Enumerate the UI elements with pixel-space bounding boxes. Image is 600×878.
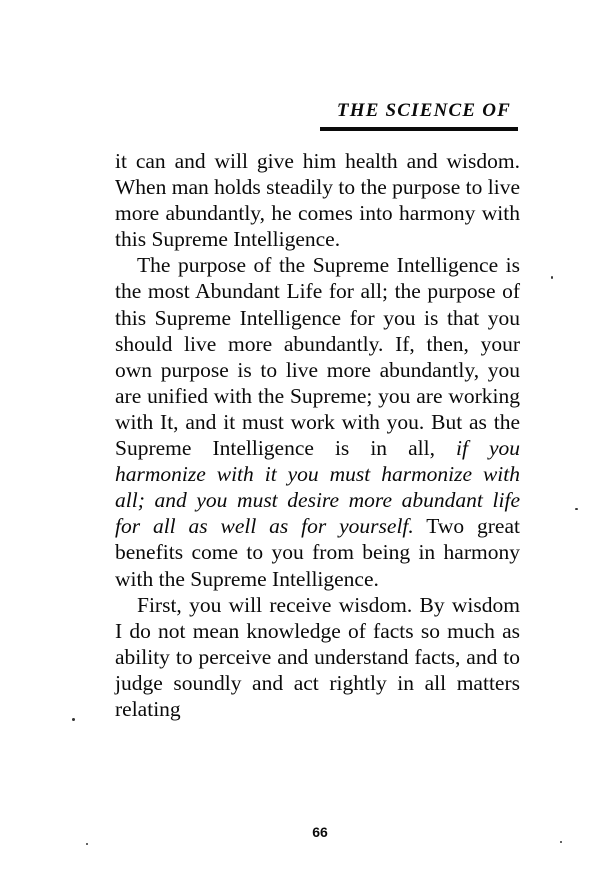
body-text (115, 148, 520, 722)
paragraph-2-italic-text: if you harmonize with it you must harmonize with all; and you must desire more abundant life for all as well as for yourself. (115, 436, 521, 539)
scan-speck (86, 843, 88, 845)
scan-speck (575, 508, 578, 510)
paragraph-3: First, you will receive wisdom. By wisdom I do not mean knowledge of facts so much as ability to perceive and understand facts, and to judge soundly and act rightly in all matters relating (115, 592, 520, 721)
scan-speck (560, 841, 562, 843)
page-number: 66 (312, 824, 328, 840)
paragraph-2-tail-text: Two great benefits come to you from being in harmony with the Supreme Intelligence. (115, 514, 520, 591)
paragraph-2-text: The purpose of the Supreme Intelligence is the most Abundant Life for all; the purpose of this Supreme Intelligence for you is that you should live more abundantly. If, then, your own purpose is to live more abundantly, you are unified with the Supreme; you are working with It, and it must work with you. But as the Supreme Intelligence is in all, (115, 253, 520, 461)
scan-speck (72, 718, 75, 721)
running-head: THE SCIENCE OF (336, 100, 512, 121)
paragraph-1: it can and will give him health and wisdom. When man holds steadily to the purpose to live more abundantly, he comes into harmony with this Supreme Intelligence. (115, 149, 520, 252)
scan-speck (551, 276, 553, 279)
header-rule (320, 127, 518, 131)
paragraph-2 (115, 252, 520, 591)
